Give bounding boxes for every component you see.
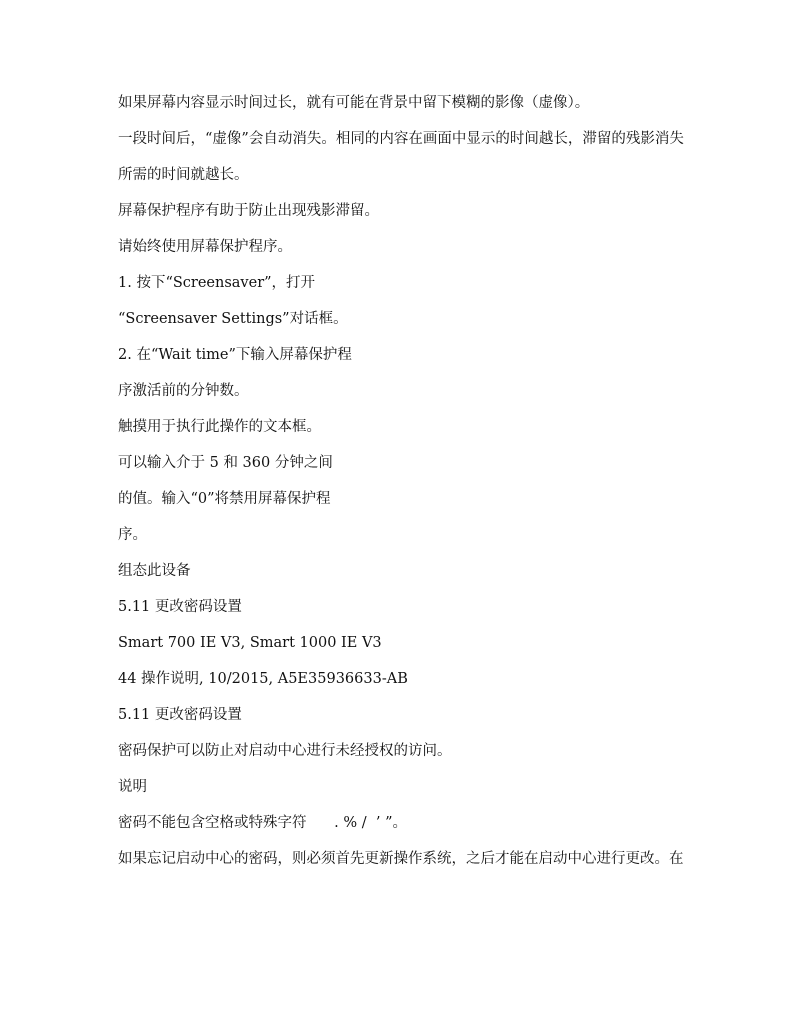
paragraph-password-protection: 密码保护可以防止对启动中心进行未经授权的访问。 <box>118 743 452 759</box>
document-page <box>118 92 690 884</box>
note-label: 说明 <box>118 779 147 795</box>
step-2-wait-time: 2. 在“Wait time”下输入屏幕保护程 <box>118 347 352 363</box>
paragraph-afterimage-disappear: 一段时间后，“虚像”会自动消失。相同的内容在画面中显示的时间越长，滞留的残影消失 <box>118 131 684 147</box>
paragraph-zero-disables: 的值。输入“0”将禁用屏幕保护程 <box>118 491 331 507</box>
paragraph-touch-textbox: 触摸用于执行此操作的文本框。 <box>118 419 321 435</box>
paragraph-time-required: 所需的时间就越长。 <box>118 167 249 183</box>
step-1-settings-dialog: “Screensaver Settings”对话框。 <box>118 311 348 327</box>
section-heading-change-password: 5.11 更改密码设置 <box>118 599 242 615</box>
section-heading-change-password-repeat: 5.11 更改密码设置 <box>118 707 242 723</box>
step-2-minutes-before-activation: 序激活前的分钟数。 <box>118 383 249 399</box>
paragraph-always-use-screensaver: 请始终使用屏幕保护程序。 <box>118 239 292 255</box>
paragraph-forgot-password: 如果忘记启动中心的密码，则必须首先更新操作系统，之后才能在启动中心进行更改。在 <box>118 851 684 867</box>
paragraph-after-image-warning: 如果屏幕内容显示时间过长，就有可能在背景中留下模糊的影像（虚像）。 <box>118 95 590 111</box>
section-configure-device: 组态此设备 <box>118 563 191 579</box>
footer-page-info: 44 操作说明, 10/2015, A5E35936633-AB <box>118 671 408 687</box>
footer-product-names: Smart 700 IE V3, Smart 1000 IE V3 <box>118 635 382 651</box>
paragraph-screensaver-helps: 屏幕保护程序有助于防止出现残影滞留。 <box>118 203 379 219</box>
paragraph-program-end: 序。 <box>118 527 147 543</box>
step-1-press-screensaver: 1. 按下“Screensaver”，打开 <box>118 275 316 291</box>
paragraph-value-range: 可以输入介于 5 和 360 分钟之间 <box>118 455 333 471</box>
paragraph-password-restrictions: 密码不能包含空格或特殊字符 . % / ’ ”。 <box>118 815 407 831</box>
